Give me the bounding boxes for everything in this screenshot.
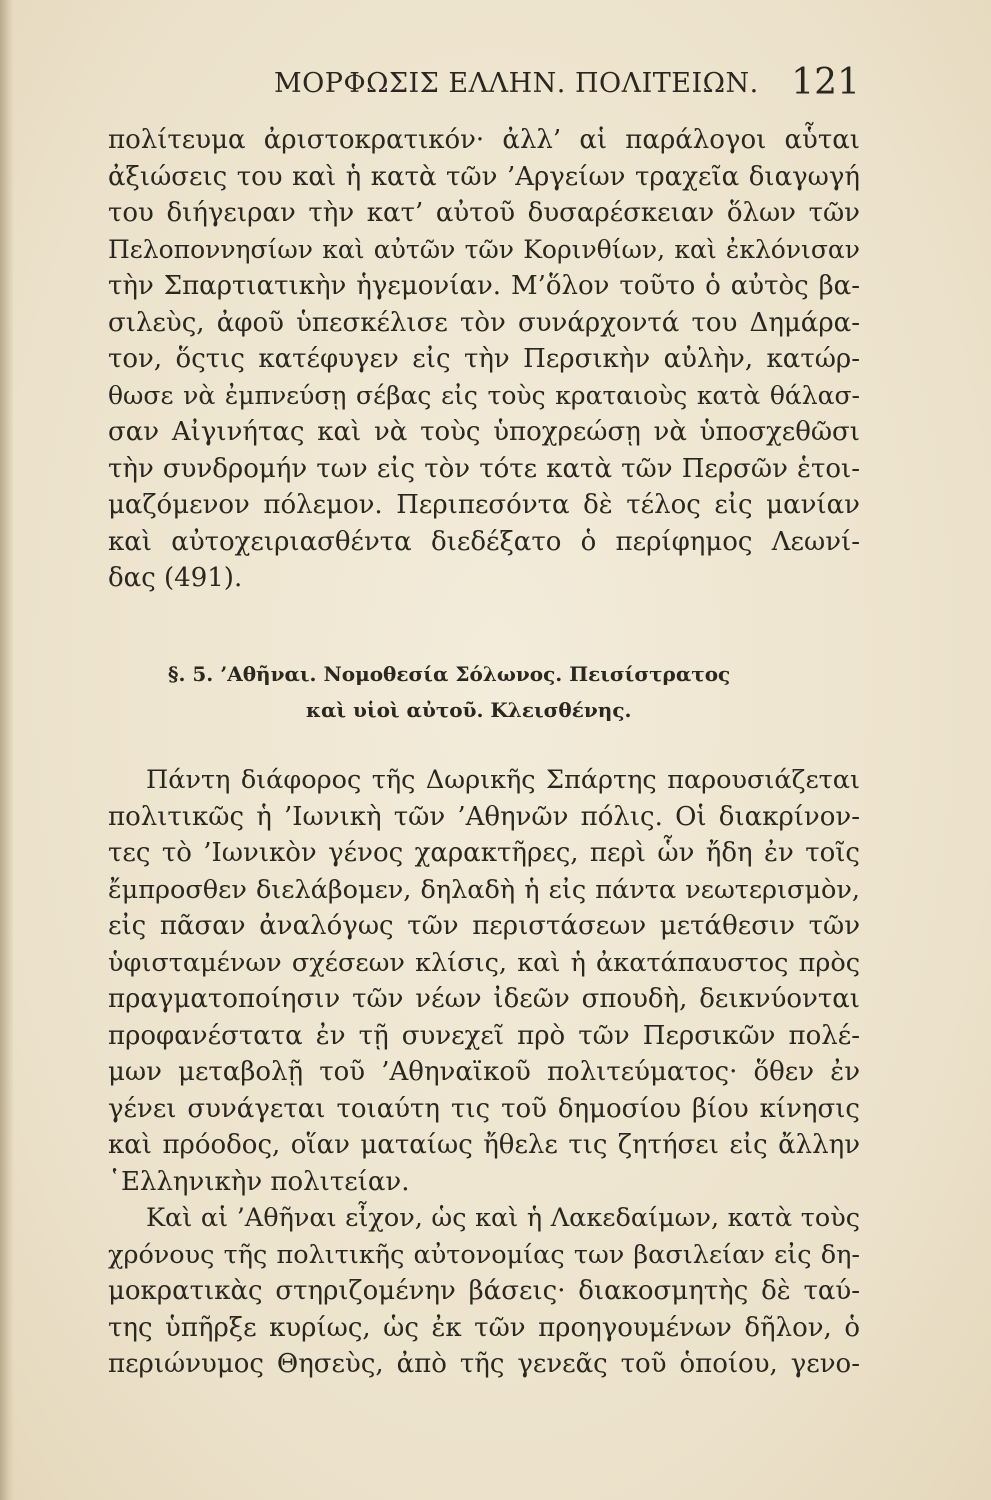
text-line: τον, ὅςτις κατέφυγεν εἰς τὴν Περσικὴν αὐλὴν, κατώρ-	[108, 344, 860, 374]
text-line: πραγματοποίησιν τῶν νέων ἰδεῶν σπουδὴ, δεικνύονται	[108, 984, 860, 1014]
text-line: τες τὸ ’Ιωνικὸν γένος χαρακτῆρες, περὶ ὧν ἤδη ἐν τοῖς	[108, 838, 860, 868]
text-line: εἰς πᾶσαν ἀναλόγως τῶν περιστάσεων μετάθεσιν τῶν	[108, 911, 860, 941]
text-line: Πάντη διάφορος τῆς Δωρικῆς Σπάρτης παρουσιάζεται	[146, 765, 860, 795]
text-line: ῾Ελληνικὴν πολιτείαν.	[108, 1166, 410, 1197]
text-line: μων μεταβολῇ τοῦ ’Αθηναϊκοῦ πολιτεύματος· ὅθεν ἐν	[108, 1057, 860, 1087]
text-line: καὶ πρόοδος, οἵαν ματαίως ἤθελε τις ζητήσει εἰς ἄλλην	[108, 1130, 860, 1160]
text-line: μαζόμενον πόλεμον. Περιπεσόντα δὲ τέλος εἰς μανίαν	[108, 490, 860, 520]
running-head: ΜΟΡΦΩΣΙΣ ΕΛΛΗΝ. ΠΟΛΙΤΕΙΩΝ.	[274, 68, 759, 99]
section-heading	[108, 656, 860, 728]
text-line: μοκρατικὰς στηριζομένην βάσεις· διακοσμητὴς δὲ ταύ-	[108, 1276, 860, 1306]
text-line: σιλεὺς, ἀφοῦ ὑπεσκέλισε τὸν συνάρχοντά του Δημάρα-	[108, 307, 860, 338]
text-line: τὴν Σπαρτιατικὴν ἡγεμονίαν. Μ’ὅλον τοῦτο ὁ αὐτὸς βα-	[108, 271, 860, 301]
paragraph-1	[108, 122, 860, 597]
text-line: περιώνυμος Θησεὺς, ἀπὸ τῆς γενεᾶς τοῦ ὁποίου, γενο-	[108, 1349, 860, 1379]
text-line: Πελοποννησίων καὶ αὐτῶν τῶν Κορινθίων, καὶ ἐκλόνισαν	[108, 234, 860, 264]
text-line: ἔμπροσθεν διελάβομεν, δηλαδὴ ἡ εἰς πάντα νεωτερισμὸν,	[108, 874, 860, 905]
page-edge-shadow	[0, 0, 14, 1500]
section-heading-line-2: καὶ υἱοὶ αὐτοῦ. Κλεισθένης.	[306, 698, 632, 722]
text-line: τὴν συνδρομήν των εἰς τὸν τότε κατὰ τῶν Περσῶν ἑτοι-	[108, 453, 860, 484]
paragraph-2	[108, 762, 860, 1200]
text-line: πολίτευμα ἀριστοκρατικόν· ἀλλ’ αἱ παράλογοι αὗται	[108, 125, 860, 155]
text-line: προφανέστατα ἐν τῇ συνεχεῖ πρὸ τῶν Περσικῶν πολέ-	[108, 1020, 860, 1051]
text-line: σαν Αἰγινήτας καὶ νὰ τοὺς ὑποχρεώσῃ νὰ ὑποσχεθῶσι	[108, 417, 860, 447]
text-line: πολιτικῶς ἡ ’Ιωνικὴ τῶν ’Αθηνῶν πόλις. Οἱ διακρίνον-	[108, 801, 860, 832]
text-line: ὑφισταμένων σχέσεων κλίσις, καὶ ἡ ἀκατάπαυστος πρὸς	[108, 947, 860, 978]
page-header	[108, 62, 860, 106]
text-line: της ὑπῆρξε κυρίως, ὡς ἐκ τῶν προηγουμένων δῆλον, ὁ	[108, 1312, 860, 1343]
text-line: δας (491).	[108, 563, 243, 593]
text-line: θωσε νὰ ἐμπνεύσῃ σέβας εἰς τοὺς κραταιοὺς κατὰ θάλασ-	[108, 380, 860, 410]
text-line: καὶ αὐτοχειριασθέντα διεδέξατο ὁ περίφημος Λεωνί-	[108, 526, 860, 557]
text-line: Καὶ αἱ ’Αθῆναι εἶχον, ὡς καὶ ἡ Λακεδαίμων, κατὰ τοὺς	[146, 1203, 860, 1233]
page-number: 121	[791, 62, 860, 103]
paragraph-3	[108, 1200, 860, 1383]
text-line: του διήγειραν τὴν κατ’ αὐτοῦ δυσαρέσκειαν ὅλων τῶν	[108, 198, 860, 228]
text-line: ἀξιώσεις του καὶ ἡ κατὰ τῶν ’Αργείων τραχεῖα διαγωγή	[108, 161, 860, 192]
text-line: γένει συνάγεται τοιαύτη τις τοῦ δημοσίου βίου κίνησις	[108, 1093, 860, 1124]
section-heading-line-1: §. 5. ’Αθῆναι. Νομοθεσία Σόλωνος. Πεισίστρατος	[168, 662, 731, 686]
text-line: χρόνους τῆς πολιτικῆς αὐτονομίας των βασιλείαν εἰς δη-	[108, 1239, 860, 1270]
